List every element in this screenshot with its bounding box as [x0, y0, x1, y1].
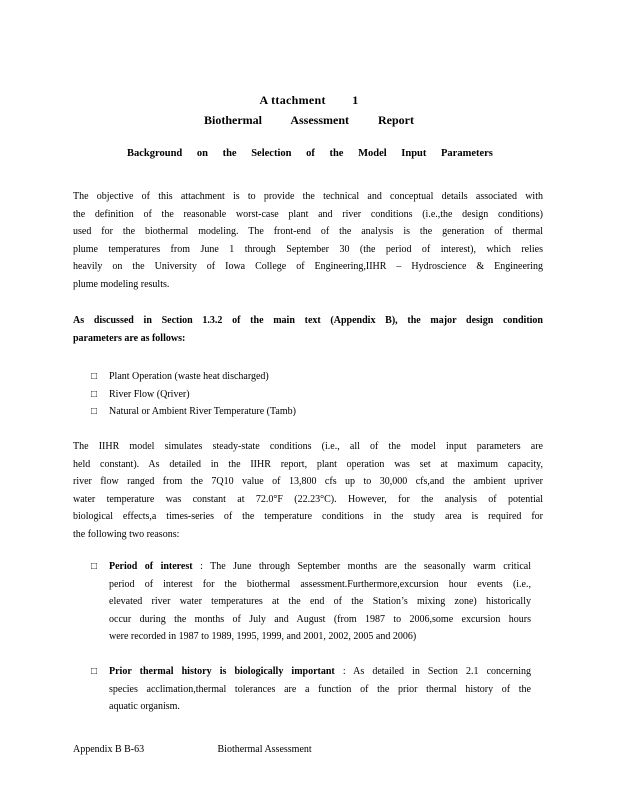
checkbox-bullet-icon: □ — [91, 371, 98, 382]
reason-prior-thermal-history: □ Prior thermal history is biologically important : As detailed in Section 2.1 concerning species acclimation,thermal tolerances are a function of the prior thermal history of the aquatic organism. — [91, 663, 531, 716]
footer-doc-title: Biothermal Assessment — [217, 744, 312, 755]
attachment-title: A ttachment 1 — [259, 93, 359, 107]
reason-period-of-interest: □ Period of interest : The June through September months are the seasonally warm critical period of interest for the biothermal assessment.Furthermore,excursion hour events (i.e., elevated river water temperatures at the end of the Station’s mixing zone) historically occur during the months of July and August (from 1987 to 2006,some excursion hours were recorded in 1987 to 1989, 1995, 1999, and 2001, 2002, 2005 and 2006) — [91, 558, 531, 646]
checkbox-bullet-icon: □ — [91, 561, 98, 572]
design-conditions-paragraph: As discussed in Section 1.3.2 of the main text (Appendix B), the major design condition parameters are as follows: — [73, 315, 543, 344]
checkbox-bullet-icon: □ — [91, 406, 98, 418]
footer-page-ref: Appendix B B-63 — [73, 744, 145, 755]
objective-paragraph: The objective of this attachment is to provide the technical and conceptual details associated with the definition of the reasonable worst-case plant and river conditions (i.e.,the design conditions) used for the biothermal modeling. The front-end of the analysis is the generation of thermal plume temperatures from June 1 through September 30 (the period of interest), which relies heavily on the University of Iowa College of Engineering,IIHR – Hydroscience & Engineering plume modeling results. — [73, 191, 543, 290]
checkbox-bullet-icon: □ — [91, 666, 98, 677]
parameter-list — [91, 368, 296, 421]
iihr-model-paragraph: The IIHR model simulates steady-state conditions (i.e., all of the model input parameters are held constant). As detailed in the IIHR report, plant operation was set at maximum capacity, river flow ranged from the 7Q10 value of 13,800 cfs up to 30,000 cfs,and the ambient upriver water temperature was constant at 72.0°F (22.23°C). However, for the analysis of potential biological effects,a times-series of the temperature conditions in the study area is required for the following two reasons: — [73, 441, 543, 540]
list-item: □ Natural or Ambient River Temperature (Tamb) — [91, 403, 296, 421]
page-footer — [73, 744, 312, 755]
list-item: □ River Flow (Qriver) — [91, 386, 296, 404]
reason-label: Prior thermal history is biologically important — [109, 666, 335, 677]
report-title: Biothermal Assessment Report — [204, 113, 414, 127]
list-item: □ Plant Operation (waste heat discharged) — [91, 368, 296, 386]
checkbox-bullet-icon: □ — [91, 388, 98, 400]
section-subheading: Background on the Selection of the Model Input Parameters — [127, 148, 493, 159]
reason-label: Period of interest — [109, 561, 193, 572]
